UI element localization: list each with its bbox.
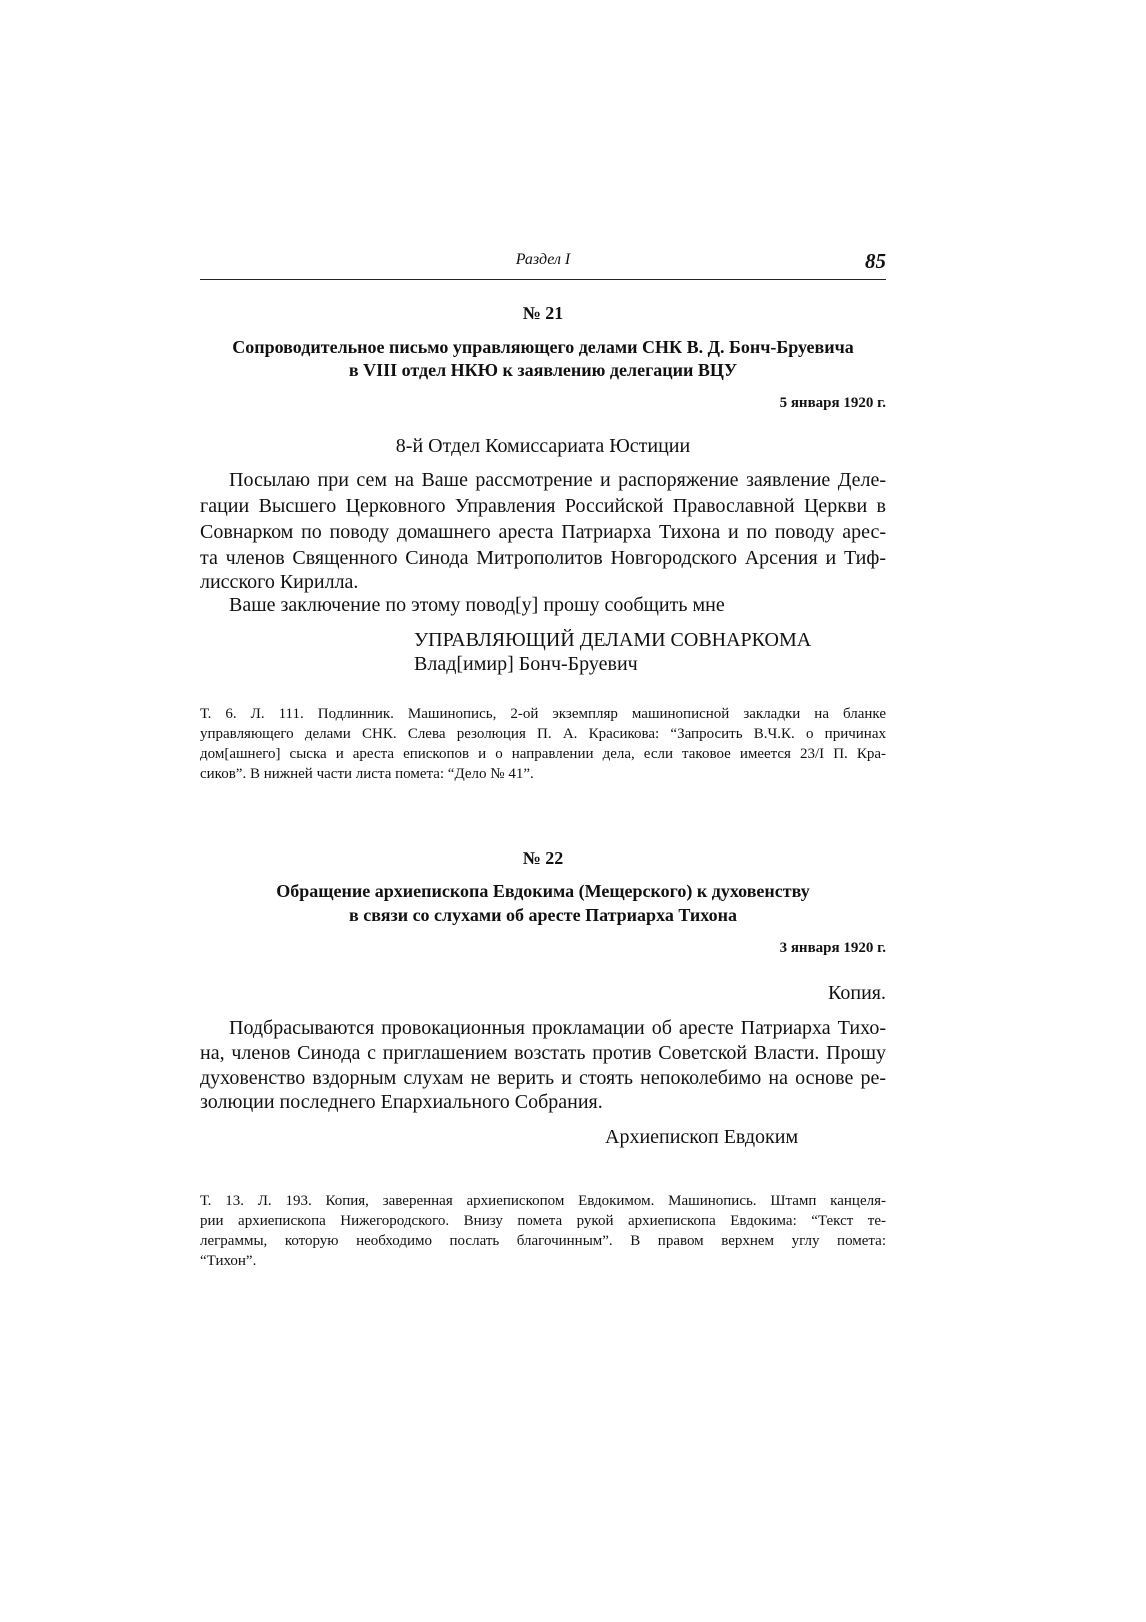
note-line: рии архиепископа Нижегородского. Внизу помета рукой архиепископа Евдокима: “Текст те- (200, 1213, 886, 1229)
signature-name: Влад[имир] Бонч-Бруевич (414, 653, 638, 675)
note-line: дом[ашнего] сыска и ареста епископов и о направлении дела, если таковое имеется 23/I П. Кра- (200, 746, 886, 762)
signature-title: УПРАВЛЯЮЩИЙ ДЕЛАМИ СОВНАРКОМА (414, 629, 812, 651)
note-line: Т. 13. Л. 193. Копия, заверенная архиепископом Евдокимом. Машинопись. Штамп канцеля- (200, 1193, 886, 1209)
body-line: золюции последнего Епархиального Собрания. (200, 1091, 603, 1113)
document-number: № 21 (522, 303, 564, 323)
note-line: управляющего делами СНК. Слева резолюция П. А. Красикова: “Запросить В.Ч.К. о причинах (200, 726, 886, 742)
page-number: 85 (865, 249, 886, 273)
document-title-line: Сопроводительное письмо управляющего делами СНК В. Д. Бонч-Бруевича (232, 337, 854, 357)
running-header-section: Раздел I (515, 251, 571, 268)
body-line: лисского Кирилла. (200, 571, 359, 593)
document-title-line: Обращение архиепископа Евдокима (Мещерского) к духовенству (276, 881, 810, 901)
body-line: Посылаю при сем на Ваше рассмотрение и распоряжение заявление Деле- (229, 469, 886, 491)
body-line: Подбрасываются провокационныя прокламации об аресте Патриарха Тихо- (229, 1017, 886, 1039)
body-line: духовенство вздорным слухам не верить и стоять непоколебимо на основе ре- (200, 1067, 886, 1089)
body-line: та членов Священного Синода Митрополитов Новгородского Арсения и Тиф- (200, 547, 886, 569)
document-date: 3 января 1920 г. (779, 940, 886, 956)
note-line: “Тихон”. (200, 1253, 257, 1269)
copy-mark: Копия. (828, 982, 886, 1004)
document-date: 5 января 1920 г. (779, 395, 886, 411)
header-rule (200, 279, 886, 280)
body-line: Совнарком по поводу домашнего ареста Патриарха Тихона и по поводу арес- (200, 521, 886, 543)
document-number: № 22 (522, 848, 564, 868)
note-line: Т. 6. Л. 111. Подлинник. Машинопись, 2-ой экземпляр машинописной закладки на бланке (200, 706, 886, 722)
body-line: Ваше заключение по этому повод[у] прошу сообщить мне (229, 594, 725, 616)
note-line: сиков”. В нижней части листа помета: “Дело № 41”. (200, 766, 534, 782)
note-line: леграммы, которую необходимо послать благочинным”. В правом верхнем углу помета: (200, 1233, 886, 1249)
document-title-line: в VIII отдел НКЮ к заявлению делегации ВЦУ (348, 360, 738, 380)
body-line: на, членов Синода с приглашением возстать против Советской Власти. Прошу (200, 1042, 886, 1064)
addressee: 8-й Отдел Комиссариата Юстиции (395, 435, 691, 457)
document-title-line: в связи со слухами об аресте Патриарха Тихона (349, 905, 737, 925)
signature-name: Архиепископ Евдоким (605, 1126, 799, 1148)
body-line: гации Высшего Церковного Управления Российской Православной Церкви в (200, 495, 886, 517)
